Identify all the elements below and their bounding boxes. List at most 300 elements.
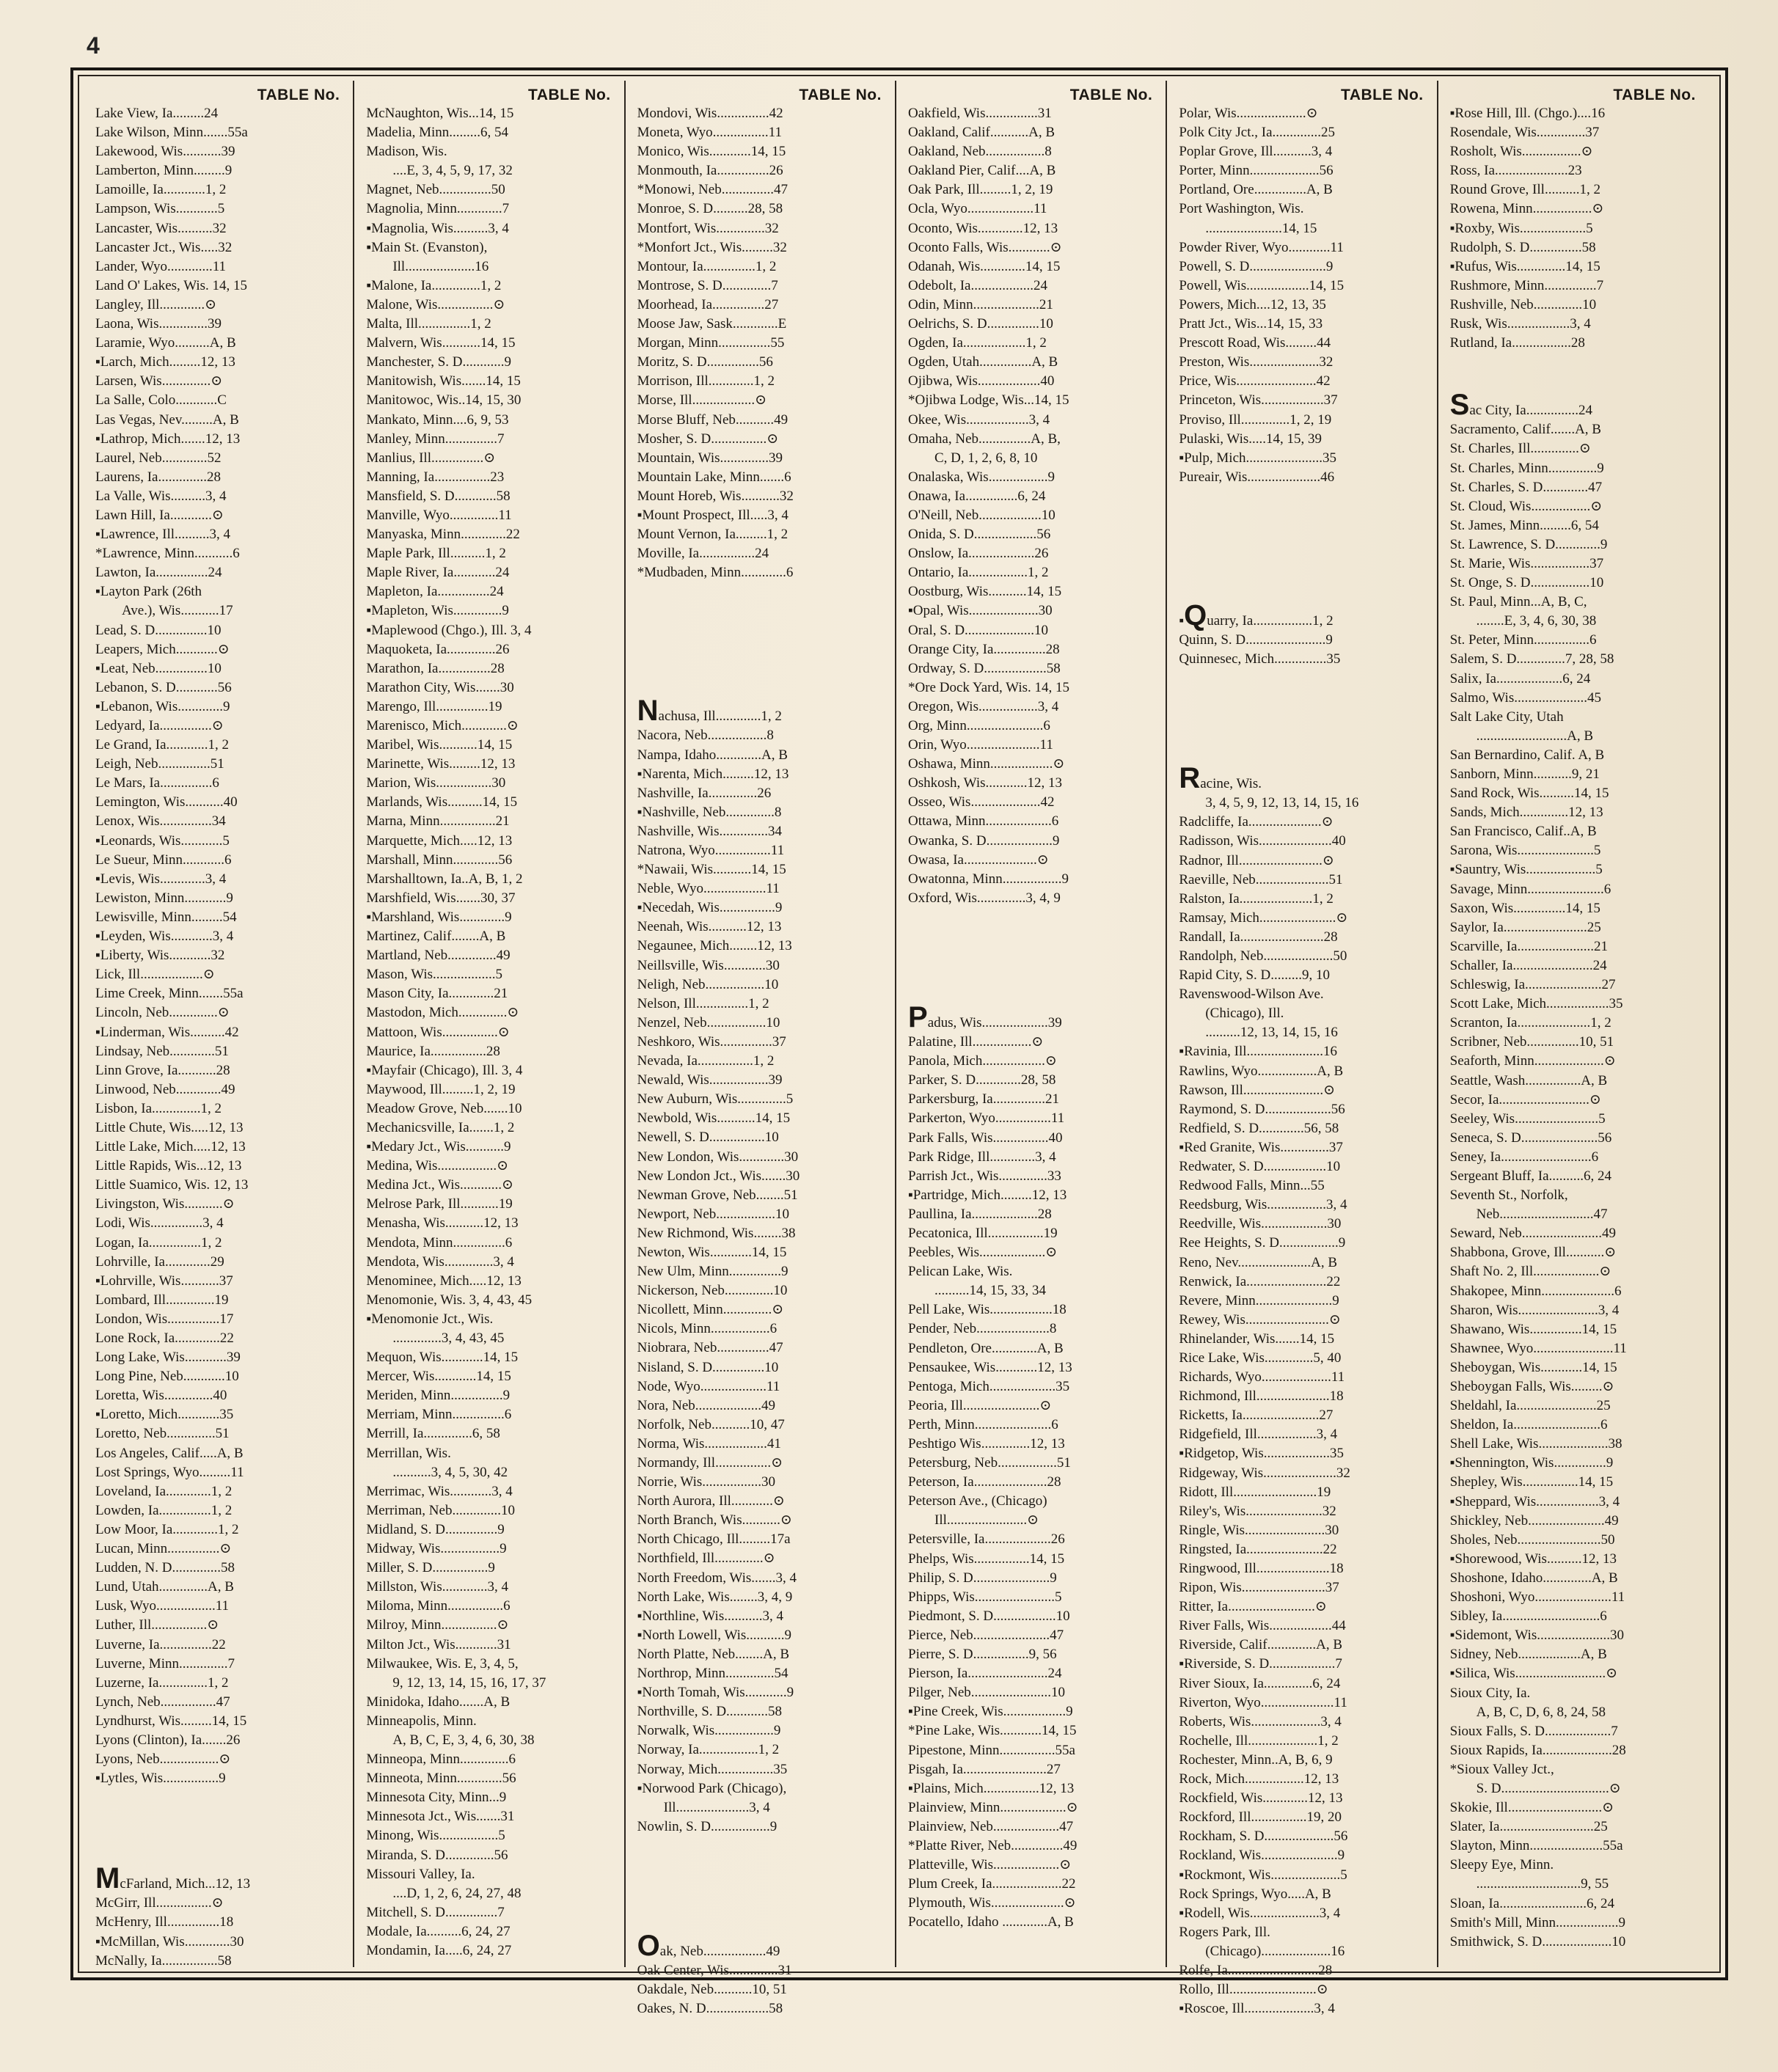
station-entry: Sioux Falls, S. D...................7 — [1449, 1723, 1618, 1739]
station-entry: Savage, Minn......................6 — [1449, 881, 1611, 897]
station-entry: Little Rapids, Wis...12, 13 — [95, 1158, 242, 1174]
station-entry: ▪Larch, Mich.........12, 13 — [95, 354, 235, 370]
station-entry: Montour, Ia...............1, 2 — [637, 258, 777, 274]
table-no-header: TABLE No. — [799, 87, 882, 103]
station-entry: Morse, Ill..................⊙ — [637, 392, 767, 409]
table-no-header: TABLE No. — [257, 87, 340, 103]
station-entry: Rosholt, Wis.................⊙ — [1449, 144, 1593, 160]
station-entry: Neb...........................47 — [1476, 1207, 1608, 1223]
station-entry: Rochester, Minn..A, B, 6, 9 — [1179, 1751, 1333, 1768]
station-entry: ▪Magnolia, Wis..........3, 4 — [366, 220, 509, 236]
station-entry: Mount Horeb, Wis...........32 — [637, 488, 794, 504]
station-entry: Onslow, Ia...................26 — [908, 546, 1049, 562]
station-entry: Madison, Wis. — [366, 144, 447, 160]
station-entry: Quinnesec, Mich...............35 — [1179, 651, 1341, 667]
station-entry: ▪Rufus, Wis..............14, 15 — [1449, 258, 1600, 274]
station-entry: Milton Jct., Wis............31 — [366, 1636, 511, 1652]
station-entry: McGirr, Ill................⊙ — [95, 1895, 224, 1911]
station-entry: Plainview, Minn...................⊙ — [908, 1799, 1078, 1815]
station-entry: Mendota, Wis..............3, 4 — [366, 1253, 514, 1270]
station-entry: Powell, S. D......................9 — [1179, 258, 1334, 274]
station-entry: Richards, Wyo....................11 — [1179, 1369, 1345, 1385]
station-entry: Marion, Wis................30 — [366, 775, 506, 791]
station-entry: Linwood, Neb.............49 — [95, 1081, 235, 1097]
station-entry: Mercer, Wis............14, 15 — [366, 1369, 511, 1385]
station-entry: Polk City Jct., Ia..............25 — [1179, 125, 1336, 141]
station-entry: Lisbon, Ia..............1, 2 — [95, 1100, 222, 1116]
station-entry: Northville, S. D............58 — [637, 1704, 783, 1720]
section-gap — [1179, 563, 1423, 582]
station-entry: Rosendale, Wis..............37 — [1449, 125, 1600, 141]
station-entry: A, B, C, E, 3, 4, 6, 30, 38 — [392, 1732, 535, 1748]
station-entry: Mequon, Wis............14, 15 — [366, 1350, 519, 1366]
station-entry: Shawano, Wis...............14, 15 — [1449, 1321, 1617, 1337]
station-entry: ▪Riverside, S. D...................7 — [1179, 1656, 1342, 1672]
station-entry: Lincoln, Neb..............⊙ — [95, 1005, 230, 1021]
station-entry: ....E, 3, 4, 5, 9, 17, 32 — [392, 163, 513, 179]
station-entry: St. Marie, Wis.................37 — [1449, 555, 1604, 571]
station-entry: Madelia, Minn.........6, 54 — [366, 125, 509, 141]
station-entry: Moorhead, Ia...............27 — [637, 296, 779, 312]
station-entry: Nashville, Ia..............26 — [637, 785, 772, 801]
station-entry: Rushmore, Minn...............7 — [1449, 277, 1604, 293]
station-entry: Parkersburg, Ia...............21 — [908, 1091, 1059, 1108]
station-entry: Pulaski, Wis.....14, 15, 39 — [1179, 431, 1322, 447]
section-gap — [1179, 487, 1423, 506]
station-entry: A, B, C, D, 6, 8, 24, 58 — [1476, 1704, 1606, 1720]
station-entry: Ill.......................⊙ — [934, 1512, 1039, 1529]
station-entry: (Chicago)....................16 — [1205, 1943, 1345, 1959]
station-entry: ▪Levis, Wis.............3, 4 — [95, 871, 227, 887]
station-entry: 9, 12, 13, 14, 15, 16, 17, 37 — [392, 1674, 546, 1691]
station-entry: Redwood Falls, Minn...55 — [1179, 1178, 1325, 1194]
station-entry: ▪Nashville, Neb..............8 — [637, 804, 782, 820]
station-entry: Portland, Ore...............A, B — [1179, 182, 1333, 198]
station-entry: Lone Rock, Ia.............22 — [95, 1330, 234, 1346]
station-entry: Maywood, Ill.........1, 2, 19 — [366, 1081, 516, 1097]
station-entry: Org, Minn......................6 — [908, 718, 1050, 733]
station-entry: Lowden, Ia...............1, 2 — [95, 1502, 233, 1518]
station-entry: Mitchell, S. D...............7 — [366, 1904, 505, 1920]
station-entry: Shakopee, Minn.....................6 — [1449, 1283, 1622, 1299]
station-entry: Marshalltown, Ia..A, B, 1, 2 — [366, 871, 523, 887]
station-entry: Mankato, Minn....6, 9, 53 — [366, 411, 509, 428]
station-entry: Norway, Ia.................1, 2 — [637, 1742, 780, 1758]
station-entry: North Chicago, Ill.........17a — [637, 1531, 791, 1548]
station-entry: Sleepy Eye, Minn. — [1449, 1857, 1554, 1873]
station-entry: Richmond, Ill.....................18 — [1179, 1388, 1344, 1405]
station-entry: Marenisco, Mich.............⊙ — [366, 718, 519, 733]
station-entry: ▪Necedah, Wis................9 — [637, 900, 783, 916]
station-entry: Maribel, Wis...........14, 15 — [366, 737, 513, 753]
station-entry: ▪Narenta, Mich.........12, 13 — [637, 766, 789, 782]
station-entry: Seney, Ia..........................6 — [1449, 1149, 1599, 1165]
station-entry: Monico, Wis............14, 15 — [637, 144, 786, 160]
station-entry: Ridgeway, Wis.....................32 — [1179, 1465, 1350, 1481]
section-gap — [908, 965, 1152, 984]
station-entry: Malvern, Wis...........14, 15 — [366, 335, 516, 351]
section-gap — [1179, 745, 1423, 764]
station-entry: Salem, S. D..............7, 28, 58 — [1449, 651, 1614, 667]
station-entry: New Richmond, Wis........38 — [637, 1225, 796, 1241]
station-entry: New London Jct., Wis.......30 — [637, 1168, 800, 1184]
station-entry: Neble, Wyo..................11 — [637, 881, 780, 897]
station-entry: Sidney, Neb..................A, B — [1449, 1647, 1607, 1663]
section-gap — [1179, 688, 1423, 707]
station-entry: ▪Silica, Wis..........................⊙ — [1449, 1666, 1618, 1682]
station-entry: Minnesota Jct., Wis.......31 — [366, 1809, 515, 1825]
station-entry: Rudolph, S. D...............58 — [1449, 239, 1596, 255]
station-list — [1179, 104, 1423, 2018]
station-entry: Philip, S. D......................9 — [908, 1570, 1057, 1586]
station-entry: Sheldon, Ia.........................6 — [1449, 1417, 1608, 1433]
station-entry: Lyons (Clinton), Ia.......26 — [95, 1732, 241, 1748]
station-entry: Price, Wis.......................42 — [1179, 373, 1331, 389]
station-entry: Merrillan, Wis. — [366, 1445, 451, 1461]
station-entry: ▪Lohrville, Wis...........37 — [95, 1273, 233, 1289]
station-entry: Livingston, Wis...........⊙ — [95, 1196, 235, 1212]
station-entry: 3, 4, 5, 9, 12, 13, 14, 15, 16 — [1205, 795, 1359, 811]
station-entry: Miloma, Minn................6 — [366, 1598, 511, 1614]
station-entry: Seventh St., Norfolk, — [1449, 1187, 1568, 1204]
station-entry: Shabbona, Grove, Ill...........⊙ — [1449, 1245, 1617, 1261]
station-entry: Minong, Wis.................5 — [366, 1828, 505, 1844]
station-entry: Merrimac, Wis............3, 4 — [366, 1483, 513, 1499]
station-entry: Rapid City, S. D.........9, 10 — [1179, 967, 1330, 984]
station-entry: Lead, S. D...............10 — [95, 622, 222, 638]
station-entry: Rice Lake, Wis..............5, 40 — [1179, 1350, 1342, 1366]
station-entry: Sergeant Bluff, Ia..........6, 24 — [1449, 1168, 1612, 1184]
station-entry: Park Ridge, Ill.............3, 4 — [908, 1149, 1056, 1165]
station-entry: *Monowi, Neb...............47 — [637, 182, 788, 198]
station-entry: Maquoketa, Ia..............26 — [366, 641, 510, 657]
station-entry: Rollo, Ill.........................⊙ — [1179, 1982, 1328, 1998]
station-entry: Marengo, Ill...............19 — [366, 698, 502, 714]
station-entry: Newman Grove, Neb........51 — [637, 1187, 798, 1203]
station-entry: Laona, Wis..............39 — [95, 316, 222, 332]
station-entry: ▪Linderman, Wis..........42 — [95, 1024, 239, 1040]
station-entry: Manitowish, Wis.......14, 15 — [366, 373, 521, 389]
station-entry: Renwick, Ia.......................22 — [1179, 1273, 1341, 1289]
station-entry: Long Pine, Neb............10 — [95, 1369, 239, 1385]
station-entry: Monmouth, Ia...............26 — [637, 163, 783, 179]
station-entry: Loretta, Wis..............40 — [95, 1388, 227, 1404]
station-entry: North Platte, Neb........A, B — [637, 1646, 790, 1662]
station-entry: Radcliffe, Ia.....................⊙ — [1179, 814, 1334, 830]
station-entry: Rockland, Wis......................9 — [1179, 1848, 1345, 1864]
station-entry: Secor, Ia..........................⊙ — [1449, 1091, 1601, 1108]
station-entry: Princeton, Wis..................37 — [1179, 392, 1338, 409]
station-entry: Minneapolis, Minn. — [366, 1713, 477, 1729]
station-entry: Osseo, Wis....................42 — [908, 794, 1055, 810]
station-entry: Ledyard, Ia...............⊙ — [95, 718, 224, 733]
station-entry: Oakland Pier, Calif....A, B — [908, 163, 1056, 179]
station-entry: Onalaska, Wis.................9 — [908, 469, 1055, 485]
station-entry: Miranda, S. D..............56 — [366, 1847, 508, 1863]
station-entry: Menasha, Wis...........12, 13 — [366, 1215, 519, 1231]
station-entry: Lindsay, Neb.............51 — [95, 1043, 229, 1059]
station-entry: ▪Roscoe, Ill....................3, 4 — [1179, 2001, 1335, 2017]
section-gap — [637, 582, 882, 601]
section-initial: O — [637, 1929, 660, 1962]
station-entry: Peoria, Ill......................⊙ — [908, 1397, 1052, 1413]
station-entry: Merrill, Ia..............6, 58 — [366, 1426, 500, 1442]
station-entry: Neenah, Wis...........12, 13 — [637, 919, 782, 935]
station-entry: ▪Northline, Wis...........3, 4 — [637, 1608, 783, 1624]
station-entry: Ottawa, Minn...................6 — [908, 813, 1059, 830]
station-entry: Riverton, Wyo.....................11 — [1179, 1694, 1347, 1710]
station-entry: New London, Wis.............30 — [637, 1149, 799, 1165]
station-entry: Okee, Wis..................3, 4 — [908, 411, 1050, 428]
station-entry: Powell, Wis..................14, 15 — [1179, 277, 1345, 293]
station-entry: Seward, Neb.......................49 — [1449, 1226, 1617, 1242]
station-entry: Parkerton, Wyo................11 — [908, 1110, 1065, 1127]
section-gap — [908, 908, 1152, 927]
station-entry: ▪Loretto, Mich............35 — [95, 1407, 234, 1423]
index-column — [84, 81, 354, 1967]
station-entry: Randolph, Neb....................50 — [1179, 948, 1347, 964]
station-entry: Ramsay, Mich......................⊙ — [1179, 909, 1348, 926]
station-entry: Lewisville, Minn.........54 — [95, 909, 237, 925]
station-entry: Oak Park, Ill.........1, 2, 19 — [908, 182, 1053, 198]
station-entry: ▪Rodell, Wis....................3, 4 — [1179, 1905, 1341, 1921]
section-gap — [1179, 525, 1423, 544]
station-entry: ▪North Tomah, Wis............9 — [637, 1685, 794, 1701]
station-entry: Long Lake, Wis............39 — [95, 1350, 241, 1366]
station-entry: St. Peter, Minn................6 — [1449, 632, 1597, 648]
station-entry: Mastodon, Mich..............⊙ — [366, 1005, 519, 1021]
station-entry: Mountain Lake, Minn.......6 — [637, 469, 791, 485]
letter-section-start: ▪Quarry, Ia.................1, 2 — [1179, 598, 1334, 632]
station-entry: Lemington, Wis...........40 — [95, 794, 238, 810]
station-entry: Sholes, Neb........................50 — [1449, 1531, 1615, 1548]
station-entry: Sand Rock, Wis..........14, 15 — [1449, 786, 1609, 802]
station-entry: ▪Rockmont, Wis....................5 — [1179, 1867, 1347, 1883]
index-column — [354, 81, 625, 1967]
station-entry: Rogers Park, Ill. — [1179, 1924, 1270, 1940]
station-entry: ▪Leat, Neb...............10 — [95, 660, 222, 676]
station-entry: Miller, S. D................9 — [366, 1560, 495, 1576]
station-entry: ▪Sauntry, Wis....................5 — [1449, 862, 1603, 878]
station-entry: Nowlin, S. D.................9 — [637, 1818, 778, 1834]
station-entry: Lake Wilson, Minn.......55a — [95, 125, 248, 141]
section-initial: R — [1179, 762, 1201, 795]
station-entry: Mason, Wis..................5 — [366, 967, 503, 983]
station-entry: Lawton, Ia...............24 — [95, 565, 222, 581]
station-entry: ▪Marshland, Wis.............9 — [366, 909, 512, 925]
station-entry: Linn Grove, Ia...........28 — [95, 1062, 230, 1078]
station-entry: Oakland, Calif...........A, B — [908, 125, 1056, 141]
station-entry: ▪Leyden, Wis............3, 4 — [95, 929, 234, 945]
station-entry: ▪Main St. (Evanston), — [366, 239, 488, 255]
station-entry: Morgan, Minn...............55 — [637, 335, 785, 351]
station-entry: Rockfield, Wis.............12, 13 — [1179, 1790, 1343, 1806]
station-entry: Ralston, Ia.....................1, 2 — [1179, 890, 1334, 907]
station-entry: London, Wis...............17 — [95, 1311, 234, 1327]
station-list — [908, 104, 1152, 1932]
station-entry: Lime Creek, Minn.......55a — [95, 986, 244, 1002]
station-entry: Shell Lake, Wis....................38 — [1449, 1436, 1622, 1452]
station-entry: Ringwood, Ill.....................18 — [1179, 1561, 1344, 1576]
station-entry: North Aurora, Ill............⊙ — [637, 1493, 785, 1509]
station-entry: St. Onge, S. D.................10 — [1449, 575, 1604, 591]
station-entry: Millston, Wis.............3, 4 — [366, 1579, 508, 1595]
station-entry: Morrison, Ill.............1, 2 — [637, 373, 775, 389]
station-entry: Seeley, Wis........................5 — [1449, 1110, 1606, 1127]
station-entry: Little Suamico, Wis. 12, 13 — [95, 1177, 249, 1193]
station-entry: Ridgefield, Ill.................3, 4 — [1179, 1427, 1338, 1443]
station-entry: Lamberton, Minn.........9 — [95, 163, 233, 179]
station-entry: Mountain, Wis..............39 — [637, 450, 783, 466]
station-entry: Raeville, Neb.....................51 — [1179, 871, 1343, 887]
station-entry: Sheldahl, Ia.......................25 — [1449, 1398, 1611, 1414]
station-entry: Norwalk, Wis.................9 — [637, 1723, 781, 1739]
station-entry: River Falls, Wis..................44 — [1179, 1618, 1346, 1634]
station-entry: Pipestone, Minn................55a — [908, 1742, 1075, 1758]
station-entry: Maple Park, Ill..........1, 2 — [366, 546, 506, 562]
station-entry: Riverside, Calif..............A, B — [1179, 1637, 1343, 1653]
station-entry: Luverne, Ia...............22 — [95, 1636, 226, 1652]
station-entry: Plymouth, Wis.....................⊙ — [908, 1895, 1076, 1911]
station-entry: Ontario, Ia.................1, 2 — [908, 565, 1049, 581]
station-entry: Missouri Valley, Ia. — [366, 1866, 475, 1882]
section-gap — [1179, 669, 1423, 688]
station-entry: Rawson, Ill.......................⊙ — [1179, 1082, 1336, 1098]
station-entry: Marquette, Mich.....12, 13 — [366, 832, 513, 849]
station-entry: Lenox, Wis...............34 — [95, 813, 226, 830]
letter-section-start: McFarland, Mich...12, 13 — [95, 1862, 251, 1895]
station-entry: St. Paul, Minn...A, B, C, — [1449, 594, 1587, 610]
station-entry: Luverne, Minn..............7 — [95, 1655, 235, 1672]
station-entry: Mondovi, Wis...............42 — [637, 106, 783, 121]
station-entry: Phipps, Wis.......................5 — [908, 1589, 1062, 1605]
station-entry: Marshall, Minn.............56 — [366, 852, 513, 868]
station-entry: McHenry, Ill...............18 — [95, 1914, 234, 1930]
station-entry: Plainview, Neb...................47 — [908, 1818, 1074, 1834]
station-entry: Marna, Minn................21 — [366, 813, 510, 830]
station-entry: Luther, Ill................⊙ — [95, 1617, 219, 1633]
station-entry: Midway, Wis.................9 — [366, 1541, 507, 1557]
section-initial: Q — [1184, 598, 1207, 632]
station-entry: Meadow Grove, Neb.......10 — [366, 1100, 522, 1116]
station-entry: Ripon, Wis........................37 — [1179, 1580, 1339, 1596]
station-entry: La Valle, Wis..........3, 4 — [95, 488, 227, 504]
station-entry: ▪Leonards, Wis............5 — [95, 832, 230, 849]
station-entry: Nenzel, Neb.................10 — [637, 1014, 780, 1030]
station-entry: Moneta, Wyo................11 — [637, 125, 782, 141]
station-entry: Oconto, Wis.............12, 13 — [908, 220, 1058, 236]
station-entry: Slayton, Minn.....................55a — [1449, 1838, 1623, 1854]
station-entry: Pierson, Ia.......................24 — [908, 1666, 1062, 1682]
section-gap — [908, 946, 1152, 965]
station-entry: *Lawrence, Minn...........6 — [95, 546, 240, 562]
station-entry: ▪Ridgetop, Wis...................35 — [1179, 1446, 1344, 1462]
station-entry: Oakes, N. D..................58 — [637, 2001, 783, 2017]
station-entry: Rolfe, Ia..........................28 — [1179, 1962, 1333, 1978]
station-entry: Newald, Wis.................39 — [637, 1072, 783, 1088]
station-entry: Morse Bluff, Neb...........49 — [637, 411, 789, 428]
station-entry: Luzerne, Ia..............1, 2 — [95, 1674, 229, 1691]
station-entry: Prescott Road, Wis.........44 — [1179, 335, 1331, 351]
station-entry: Mondamin, Ia.....6, 24, 27 — [366, 1943, 512, 1958]
station-entry: Little Lake, Mich.....12, 13 — [95, 1139, 246, 1155]
station-entry: Pierce, Neb......................47 — [908, 1627, 1064, 1643]
table-no-header: TABLE No. — [528, 87, 611, 103]
station-entry: ▪Lebanon, Wis.............9 — [95, 698, 230, 714]
station-entry: ▪Maplewood (Chgo.), Ill. 3, 4 — [366, 622, 532, 638]
station-entry: Midland, S. D...............9 — [366, 1521, 505, 1537]
station-entry: Newbold, Wis...........14, 15 — [637, 1110, 791, 1127]
station-entry: Ritter, Ia.........................⊙ — [1179, 1599, 1327, 1615]
station-entry: Lewiston, Minn............9 — [95, 890, 233, 906]
station-entry: Onida, S. D..................56 — [908, 527, 1051, 543]
station-entry: Maurice, Ia................28 — [366, 1043, 500, 1059]
station-entry: Lodi, Wis...............3, 4 — [95, 1215, 224, 1231]
station-entry: Powder River, Wyo............11 — [1179, 239, 1344, 255]
station-entry: Nicols, Minn.................6 — [637, 1321, 778, 1337]
index-column — [896, 81, 1167, 1967]
station-entry: Preston, Wis....................32 — [1179, 354, 1334, 370]
station-entry: Larsen, Wis..............⊙ — [95, 373, 223, 389]
station-entry: ....D, 1, 2, 6, 24, 27, 48 — [392, 1885, 522, 1901]
station-entry: Palatine, Ill.................⊙ — [908, 1034, 1044, 1050]
station-entry: Oakland, Neb.................8 — [908, 144, 1052, 160]
station-entry: Manning, Ia................23 — [366, 469, 505, 485]
station-entry: ........E, 3, 4, 6, 30, 38 — [1476, 613, 1597, 629]
station-entry: Ill....................16 — [392, 258, 489, 274]
station-entry: Lamoille, Ia............1, 2 — [95, 182, 227, 198]
index-column — [1438, 81, 1709, 1967]
station-entry: Nacora, Neb.................8 — [637, 728, 774, 744]
station-entry: Parrish Jct., Wis..............33 — [908, 1168, 1061, 1184]
station-entry: Lynch, Neb................47 — [95, 1694, 230, 1710]
station-entry: Seaforth, Minn....................⊙ — [1449, 1053, 1616, 1069]
station-entry: Shepley, Wis................14, 15 — [1449, 1474, 1614, 1490]
station-entry: San Francisco, Calif..A, B — [1449, 824, 1597, 840]
section-gap — [637, 1875, 882, 1894]
station-entry: Newport, Neb.................10 — [637, 1206, 790, 1222]
station-entry: ▪Shennington, Wis...............9 — [1449, 1455, 1614, 1471]
station-entry: Park Falls, Wis................40 — [908, 1130, 1063, 1146]
station-entry: ▪McMillan, Wis.............30 — [95, 1933, 244, 1950]
station-entry: Ringsted, Ia......................22 — [1179, 1541, 1337, 1557]
station-entry: Peterson, Ia.....................28 — [908, 1474, 1061, 1490]
station-entry: La Salle, Colo............C — [95, 392, 227, 409]
station-entry: Radnor, Ill........................⊙ — [1179, 852, 1334, 868]
station-entry: Reedville, Wis...................30 — [1179, 1216, 1342, 1232]
station-entry: C, D, 1, 2, 6, 8, 10 — [934, 450, 1038, 466]
station-entry: Scribner, Neb...............10, 51 — [1449, 1034, 1614, 1050]
station-list — [366, 104, 610, 1961]
station-entry: Lick, Ill..................⊙ — [95, 967, 215, 983]
station-entry: Schaller, Ia.......................24 — [1449, 957, 1607, 973]
section-gap — [908, 927, 1152, 946]
station-entry: McNaughton, Wis...14, 15 — [366, 106, 514, 121]
station-columns — [84, 81, 1715, 2017]
station-entry: ▪Mayfair (Chicago), Ill. 3, 4 — [366, 1062, 523, 1078]
station-entry: Round Grove, Ill..........1, 2 — [1449, 182, 1600, 198]
station-entry: Pentoga, Mich...................35 — [908, 1378, 1070, 1394]
station-entry: Oostburg, Wis...........14, 15 — [908, 584, 1062, 600]
station-entry: Lund, Utah..............A, B — [95, 1579, 234, 1595]
section-initial: S — [1449, 389, 1470, 422]
station-entry: Pierre, S. D................9, 56 — [908, 1647, 1057, 1663]
station-entry: Lampson, Wis............5 — [95, 201, 225, 217]
station-entry: Oelrichs, S. D...............10 — [908, 316, 1053, 332]
station-entry: Newton, Wis............14, 15 — [637, 1244, 787, 1260]
index-column — [626, 81, 896, 2017]
section-gap — [637, 678, 882, 697]
